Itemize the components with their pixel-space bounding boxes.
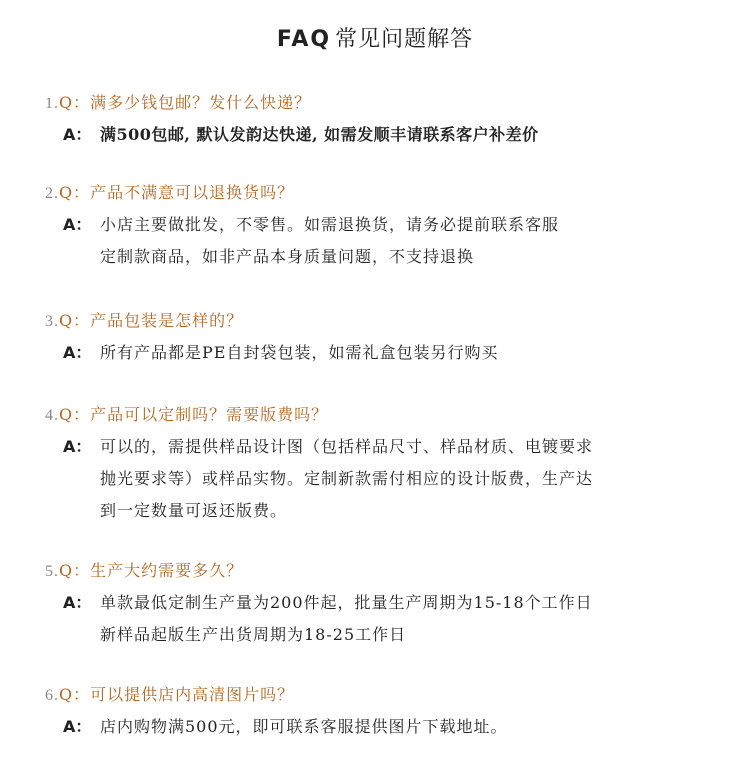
faq-answer-line: 可以的，需提供样品设计图（包括样品尺寸、样品材质、电镀要求 (100, 437, 594, 456)
faq-number: 4. (45, 407, 59, 424)
faq-question-text: Q：满多少钱包邮？发什么快递？ (59, 93, 312, 112)
faq-answer-label: A： (63, 343, 92, 362)
faq-question (45, 90, 311, 113)
title-faq: FAQ (276, 27, 332, 52)
faq-number: 3. (45, 313, 59, 330)
faq-answer-line: 到一定数量可返还版费。 (100, 501, 288, 520)
title-text: 常见问题解答 (335, 27, 474, 52)
faq-answer-line: 抛光要求等）或样品实物。定制新款需付相应的设计版费，生产达 (100, 469, 594, 488)
faq-answer-label: A： (63, 717, 92, 736)
faq-answer-label: A： (63, 215, 92, 234)
faq-answer-line: 所有产品都是PE自封袋包装，如需礼盒包装另行购买 (100, 343, 499, 362)
faq-answer-line: 定制款商品，如非产品本身质量问题，不支持退换 (100, 247, 475, 266)
page-title (0, 22, 750, 53)
faq-answer-label: A： (63, 593, 92, 612)
faq-question-text: Q：产品包装是怎样的？ (59, 311, 244, 330)
faq-number: 2. (45, 185, 59, 202)
faq-answer-line: 小店主要做批发，不零售。如需退换货，请务必提前联系客服 (100, 215, 560, 234)
faq-answer-line: 店内购物满500元，即可联系客服提供图片下载地址。 (100, 717, 508, 736)
faq-question (45, 308, 243, 331)
faq-answer-label: A： (63, 437, 92, 456)
faq-number: 6. (45, 687, 59, 704)
faq-question-text: Q：生产大约需要多久？ (59, 561, 244, 580)
faq-answer-label: A： (63, 125, 92, 144)
faq-question (45, 180, 294, 203)
faq-question (45, 682, 294, 705)
faq-number: 5. (45, 563, 59, 580)
faq-answer-line: 新样品起版生产出货周期为18-25工作日 (100, 625, 407, 644)
faq-question-text: Q：可以提供店内高清图片吗？ (59, 685, 295, 704)
faq-number: 1. (45, 95, 59, 112)
faq-question-text: Q：产品可以定制吗？需要版费吗？ (59, 405, 329, 424)
faq-answer-line: 单款最低定制生产量为200件起，批量生产周期为15-18个工作日 (100, 593, 593, 612)
faq-answer-line: 满500包邮, 默认发韵达快递, 如需发顺丰请联系客户补差价 (100, 125, 539, 144)
faq-question (45, 558, 243, 581)
faq-question (45, 402, 328, 425)
faq-question-text: Q：产品不满意可以退换货吗？ (59, 183, 295, 202)
